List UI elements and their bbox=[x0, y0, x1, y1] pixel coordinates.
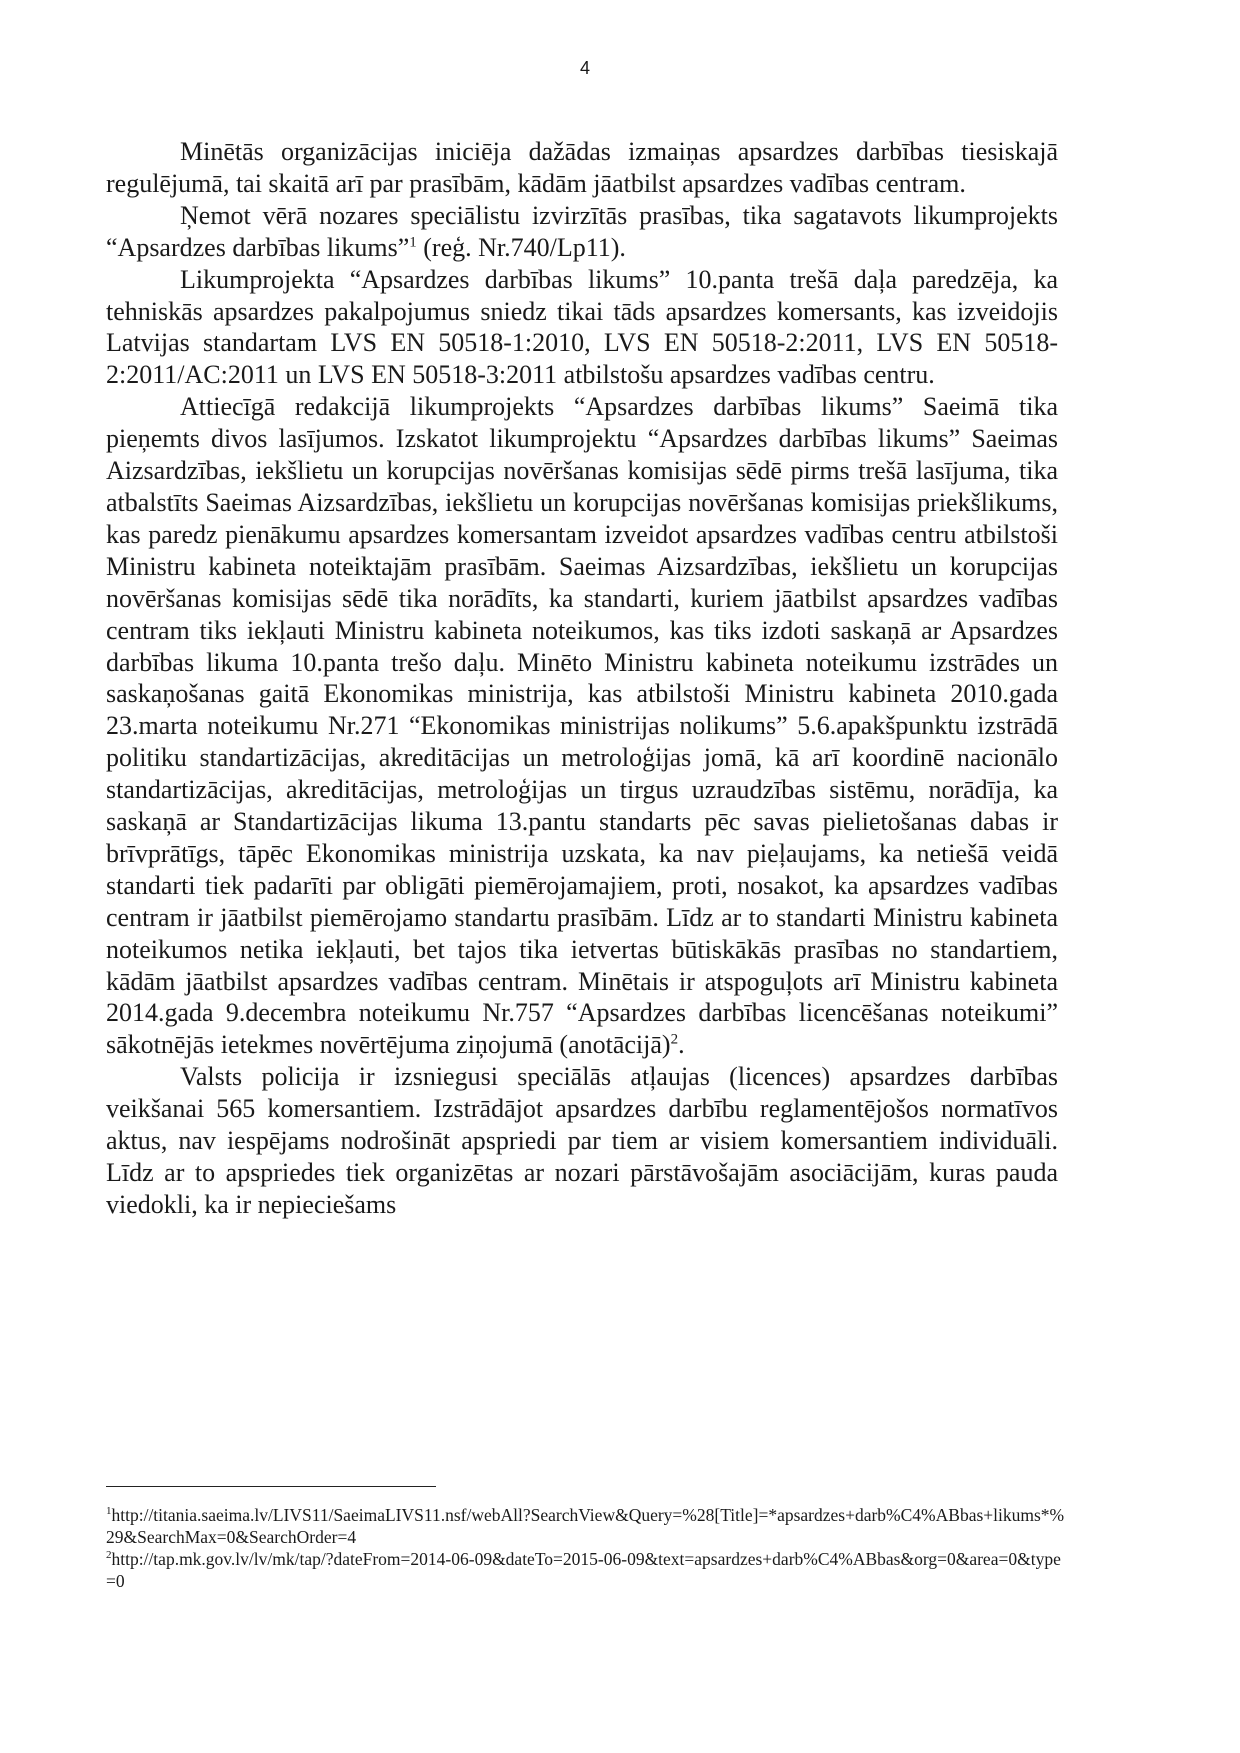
footnote-2-link[interactable]: http://tap.mk.gov.lv/lv/mk/tap/?dateFrom=2014-06-09&dateTo=2015-06-09&text=apsardzes+darb%C4%ABbas&org=0&area=0&type=0 bbox=[106, 1549, 1061, 1591]
footnote-1-marker: 1 bbox=[106, 1505, 112, 1518]
paragraph-4 bbox=[106, 391, 1058, 1061]
footnote-separator bbox=[106, 1486, 436, 1487]
footnote-1-link[interactable]: http://titania.saeima.lv/LIVS11/SaeimaLIVS11.nsf/webAll?SearchView&Query=%28[Title]=*apsardzes+darb%C4%ABbas+likums*%29&SearchMax=0&SearchOrder=4 bbox=[106, 1505, 1065, 1547]
paragraph-4-tail: . bbox=[678, 1030, 685, 1060]
paragraph-4-text: Attiecīgā redakcijā likumprojekts “Apsardzes darbības likums” Saeimā tika pieņemts divos lasījumos. Izskatot likumprojektu “Apsardzes darbības likums” Saeimas Aizsardzības, iekšlietu un korupcijas novēršanas komisijas sēdē pirms trešā lasījuma, tika atbalstīts Saeimas Aizsardzības, iekšlietu un korupcijas novēršanas komisijas priekšlikums, kas paredz pienākumu apsardzes komersantam izveidot apsardzes vadības centru atbilstoši Ministru kabineta noteiktajām prasībām. Saeimas Aizsardzības, iekšlietu un korupcijas novēršanas komisijas sēdē tika norādīts, ka standarti, kuriem jāatbilst apsardzes vadības centram tiks iekļauti Ministru kabineta noteikumos, kas tiks izdoti saskaņā ar Apsardzes darbības likuma 10.panta trešo daļu. Minēto Ministru kabineta noteikumu izstrādes un saskaņošanas gaitā Ekonomikas ministrija, kas atbilstoši Ministru kabineta 2010.gada 23.marta noteikumu Nr.271 “Ekonomikas ministrijas nolikums” 5.6.apakšpunktu izstrādā politiku standartizācijas, akreditācijas un metroloģijas jomā, kā arī koordinē nacionālo standartizācijas, akreditācijas, metroloģijas un tirgus uzraudzības sistēmu, norādīja, ka saskaņā ar Standartizācijas likuma 13.pantu standarts pēc savas pielietošanas dabas ir brīvprātīgs, tāpēc Ekonomikas ministrija uzskata, ka nav pieļaujams, ka netiešā veidā standarti tiek padarīti par obligāti piemērojamajiem, proti, nosakot, ka apsardzes vadības centram ir jāatbilst piemērojamo standartu prasībām. Līdz ar to standarti Ministru kabineta noteikumos netika iekļauti, bet tajos tika ietvertas būtiskākās prasības no standartiem, kādām jāatbilst apsardzes vadības centram. Minētais ir atspoguļots arī Ministru kabineta 2014.gada 9.decembra noteikumu Nr.757 “Apsardzes darbības licencēšanas noteikumi” sākotnējās ietekmes novērtējuma ziņojumā (anotācijā) bbox=[106, 392, 1058, 1060]
footnotes bbox=[106, 1504, 1066, 1592]
paragraph-2-text: Ņemot vērā nozares speciālistu izvirzītās prasības, tika sagatavots likumprojekts “Apsardzes darbības likums” bbox=[106, 200, 1058, 262]
footnote-2-marker: 2 bbox=[106, 1549, 112, 1562]
page-number: 4 bbox=[579, 58, 590, 78]
footnote-2 bbox=[106, 1548, 1066, 1592]
paragraph-2-tail: (reģ. Nr.740/Lp11). bbox=[416, 232, 626, 262]
body-text bbox=[106, 136, 1058, 1221]
paragraph-5: Valsts policija ir izsniegusi speciālās atļaujas (licences) apsardzes darbības veikšanai 565 komersantiem. Izstrādājot apsardzes darbību reglamentējošos normatīvos aktus, nav iespējams nodrošināt apspriedi par tiem ar visiem komersantiem individuāli. Līdz ar to apspriedes tiek organizētas ar nozari pārstāvošajām asociācijām, kuras pauda viedokli, ka ir nepieciešams bbox=[106, 1062, 1058, 1219]
paragraph-3: Likumprojekta “Apsardzes darbības likums” 10.panta trešā daļa paredzēja, ka tehniskās apsardzes pakalpojumus sniedz tikai tāds apsardzes komersants, kas izveidojis Latvijas standartam LVS EN 50518-1:2010, LVS EN 50518-2:2011, LVS EN 50518-2:2011/AC:2011 un LVS EN 50518-3:2011 atbilstošu apsardzes vadības centru. bbox=[106, 264, 1058, 390]
paragraph-1: Minētās organizācijas iniciēja dažādas izmaiņas apsardzes darbības tiesiskajā regulējumā, tai skaitā arī par prasībām, kādām jāatbilst apsardzes vadības centram. bbox=[106, 137, 1058, 198]
footnote-ref-2: 2 bbox=[670, 1031, 679, 1048]
footnote-1 bbox=[106, 1504, 1066, 1548]
paragraph-2 bbox=[106, 200, 1058, 264]
footnote-ref-1: 1 bbox=[409, 234, 417, 251]
